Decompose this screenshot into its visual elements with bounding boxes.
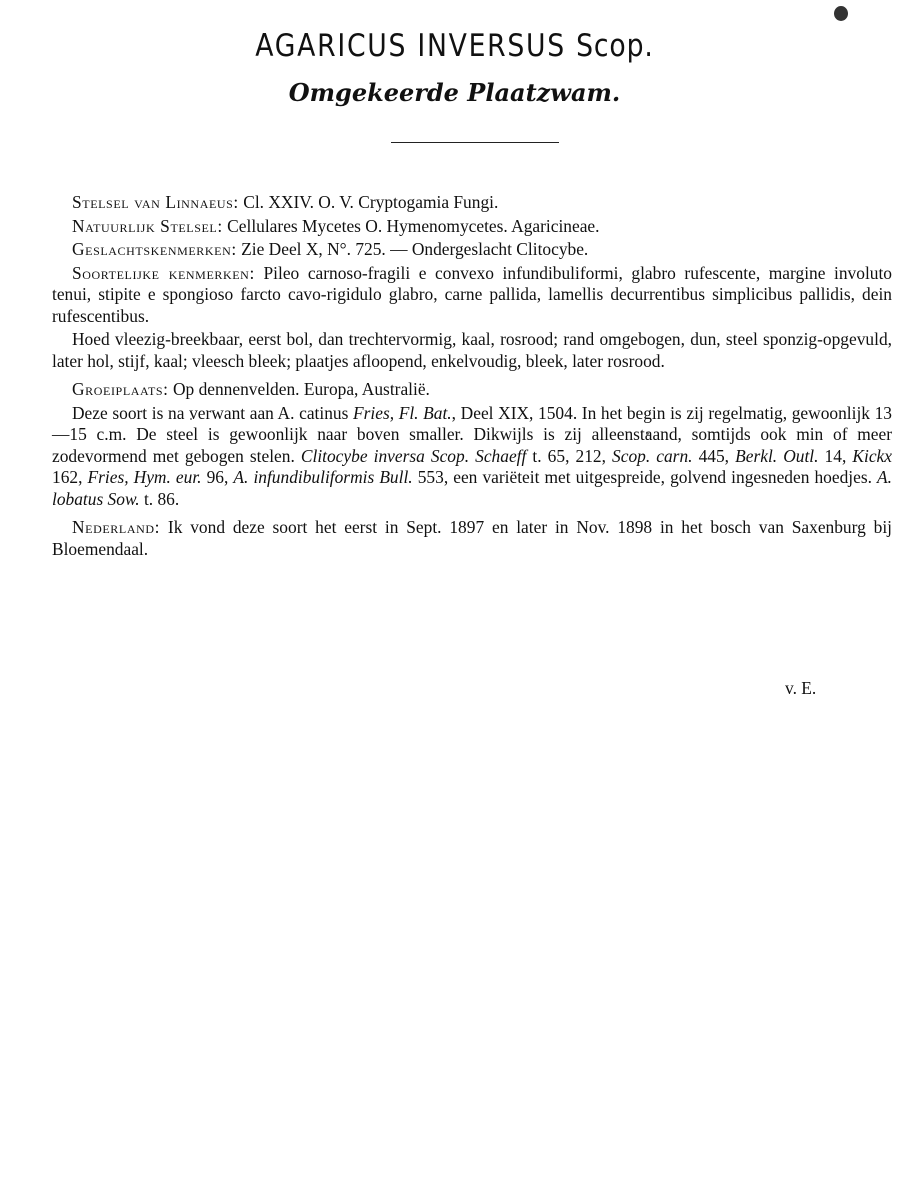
notes-citation: Kickx [852,445,892,466]
section-label: Groeiplaats: [72,379,169,399]
page-title [64,28,846,64]
notes-text: , Deel XIX, 1504. In het begin is zij regelmatig, gewoonlijk 13—15 c.m. De steel is gewoonlijk naar boven smaller. Dikwijls is zij alleenstaand, somtijds ook min of meer zodevormend met gebogen stelen. [52,402,893,466]
section-linnaeus [52,192,892,214]
title-divider [391,142,559,143]
section-text: Ik vond deze soort het eerst in Sept. 1897 en later in Nov. 1898 in het bosch van Saxenburg bij Bloemendaal. [52,517,892,559]
section-genus-characters [52,239,892,261]
section-text: Op dennenvelden. Europa, Australië. [172,379,430,399]
section-notes [52,403,892,511]
author-signature: v. E. [785,678,817,698]
page-subtitle: Omgekeerde Plaatzwam. [288,78,621,107]
section-text: Pileo carnoso-fragili e convexo infundibuliformi, glabro rufescente, margine involuto tenui, stipite e spongioso farcto cavo-rigidulo glabro, carne pallida, lamellis decurrentibus simplicibus pallidis, dein rufescentibus. [52,262,892,326]
notes-citation: Clitocybe inversa Scop. Schaeff [300,445,527,466]
notes-text: 96, [201,467,234,487]
section-label: Nederland: [72,517,161,537]
notes-citation: Berkl. Outl. [735,445,819,466]
notes-citation: Fries, Fl. Bat. [353,402,452,423]
section-description [52,329,892,372]
section-text: Cl. XXIV. O. V. Cryptogamia Fungi. [243,192,499,212]
section-text: Cellulares Mycetes O. Hymenomycetes. Agaricineae. [227,215,600,236]
section-label: Natuurlijk Stelsel: [72,215,223,236]
section-label: Geslachtskenmerken: [72,239,237,259]
notes-citation: Fries, Hym. eur. [87,467,202,487]
section-natural-system [52,216,892,238]
notes-citation: A. infundibuliformis Bull. [233,467,413,487]
notes-citation: Scop. carn. [612,445,693,466]
section-species-characters [52,263,892,328]
section-label: Stelsel van Linnaeus: [72,192,239,212]
ink-blot [834,6,848,21]
title-author: Scop. [576,28,654,64]
notes-text: 553, een variëteit met uitgespreide, golvend ingesneden hoedjes. [412,467,878,487]
section-text: Zie Deel X, N°. 725. — Ondergeslacht Clitocybe. [241,239,589,259]
notes-text: 14, [818,445,853,466]
section-label: Soortelijke kenmerken: [72,262,255,283]
notes-text: Deze soort is na verwant aan A. catinus [72,402,354,423]
title-species: AGARICUS INVERSUS [255,28,566,64]
document-body [52,192,892,560]
section-text: Hoed vleezig-breekbaar, eerst bol, dan trechtervormig, kaal, rosrood; rand omgebogen, dun, steel sponzig-opgevuld, later hol, stijf, kaal; vleesch bleek; plaatjes afloopend, enkelvoudig, bleek, later rosrood. [52,329,892,371]
notes-text: t. 86. [139,488,180,509]
notes-citation: A. lobatus Sow. [52,467,893,509]
notes-text: t. 65, 212, [526,445,613,466]
notes-text: 445, [692,445,736,466]
section-habitat [52,379,892,401]
notes-text: 162, [52,467,88,487]
section-netherlands [52,517,892,560]
